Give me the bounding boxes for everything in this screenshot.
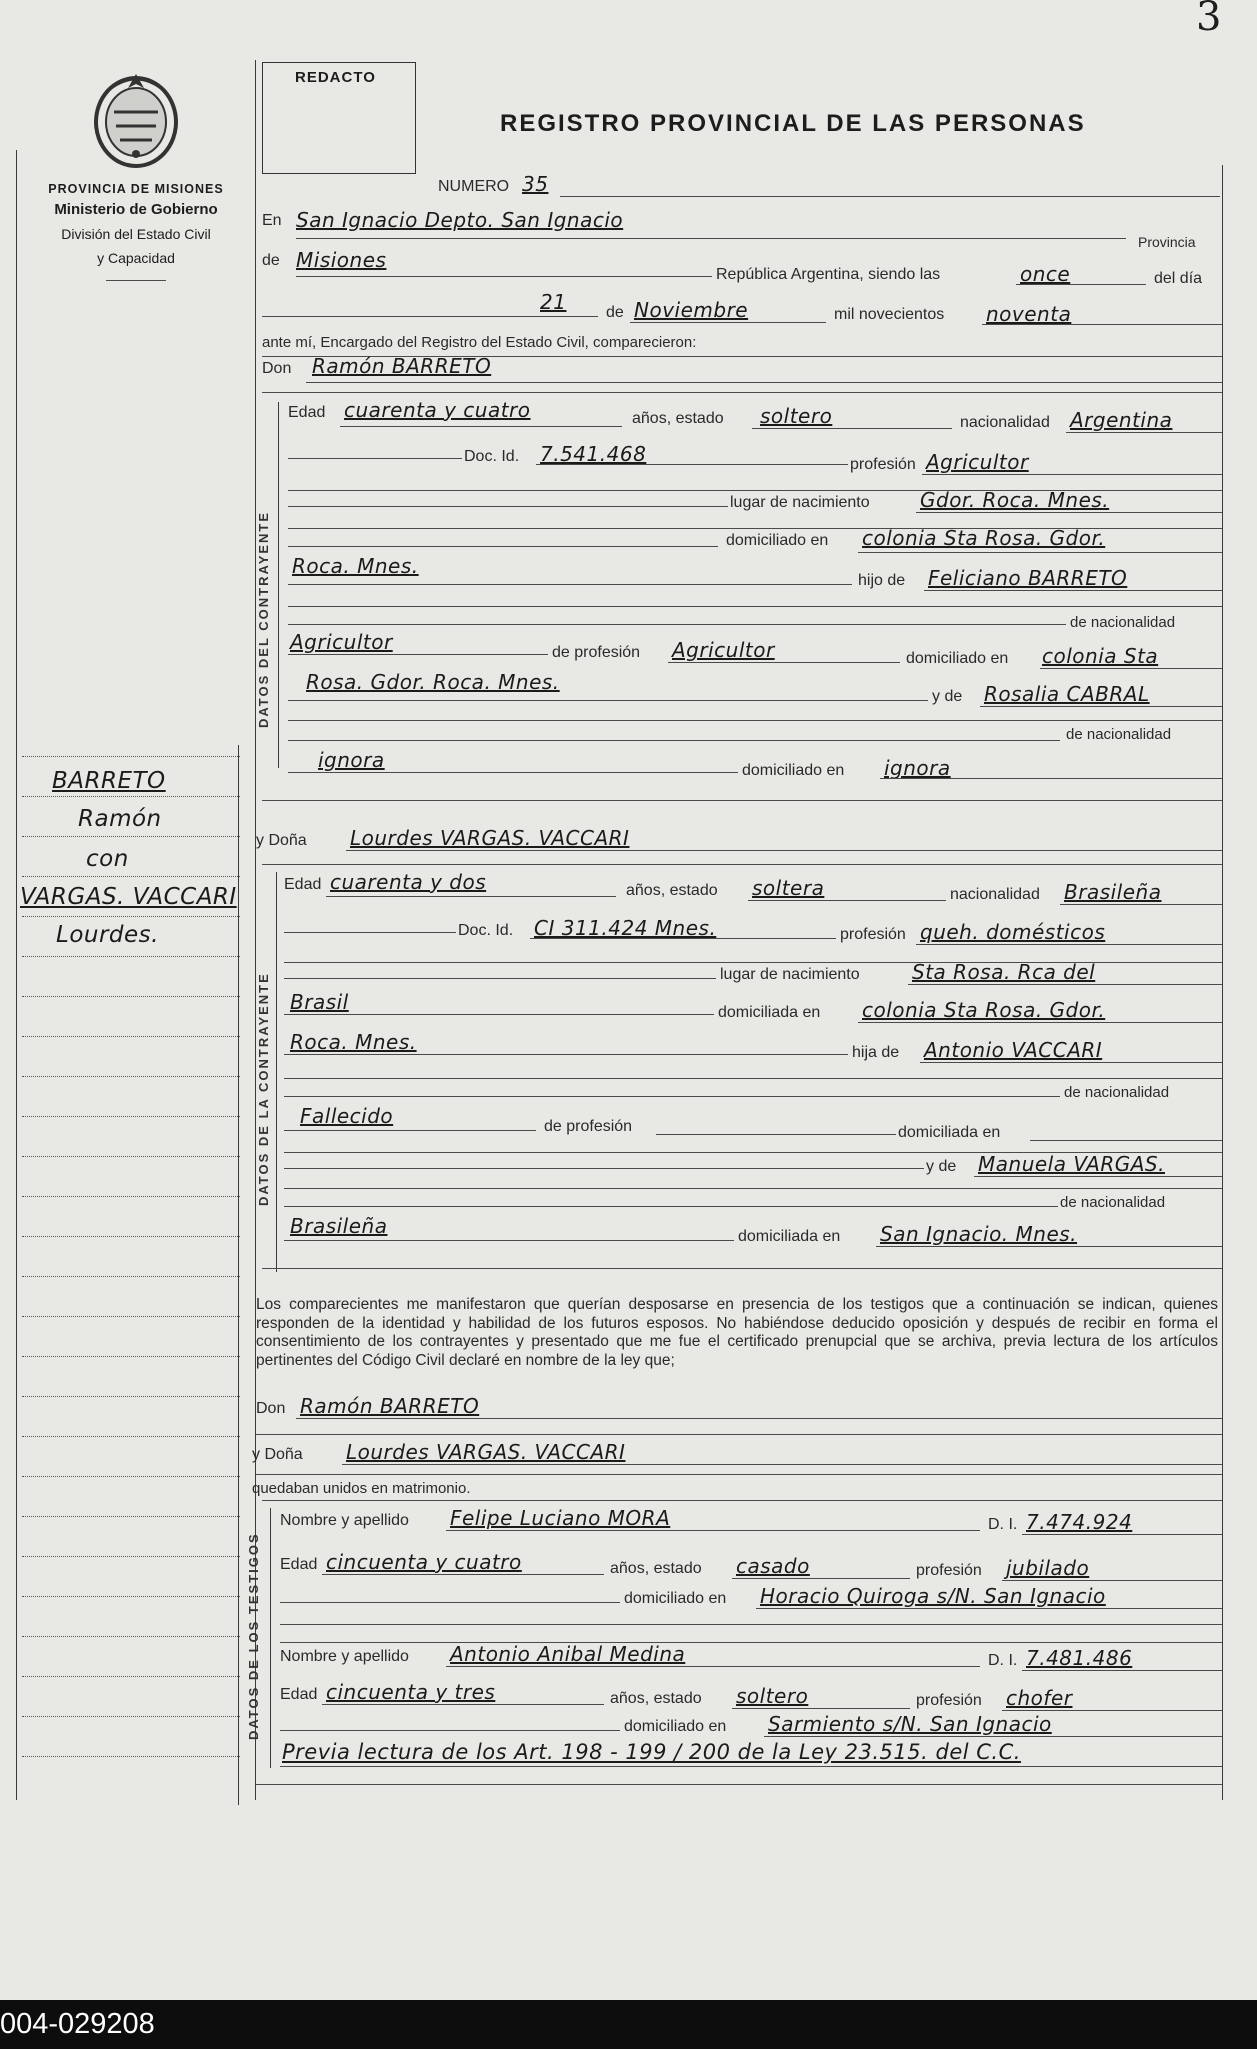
line bbox=[280, 1766, 1222, 1767]
line bbox=[284, 978, 716, 979]
padre-nacionalidad-value-2: Fallecido bbox=[300, 1104, 394, 1128]
margin-line bbox=[22, 1516, 240, 1517]
line bbox=[262, 1268, 1222, 1269]
line bbox=[288, 506, 728, 507]
line bbox=[346, 850, 1222, 851]
right-border bbox=[1222, 165, 1223, 1800]
contrayente-section-border bbox=[278, 402, 279, 768]
decl-don-label: Don bbox=[256, 1400, 286, 1417]
line bbox=[536, 464, 848, 465]
de-nacionalidad-label-2: de nacionalidad bbox=[1064, 1084, 1170, 1101]
padre-nacionalidad-value: Agricultor bbox=[290, 630, 393, 654]
decl-cierre: quedaban unidos en matrimonio. bbox=[252, 1480, 471, 1497]
line bbox=[530, 938, 836, 939]
line bbox=[1016, 284, 1146, 285]
lugar-value: Gdor. Roca. Mnes. bbox=[920, 488, 1110, 512]
t1-di: 7.474.924 bbox=[1026, 1510, 1133, 1534]
line bbox=[262, 316, 598, 317]
line bbox=[922, 474, 1222, 475]
margin-line bbox=[22, 996, 240, 997]
org-line3: División del Estado Civil bbox=[61, 226, 211, 242]
line bbox=[256, 1784, 1222, 1785]
line bbox=[262, 1500, 1222, 1501]
org-divider bbox=[106, 280, 166, 281]
line bbox=[916, 944, 1222, 945]
line bbox=[340, 426, 622, 427]
madre-value: Rosalia CABRAL bbox=[984, 682, 1150, 706]
madre-nacionalidad-value-2: Brasileña bbox=[290, 1214, 388, 1238]
line bbox=[288, 720, 1222, 721]
redacto-stamp-box bbox=[262, 62, 416, 174]
edad-value: cuarenta y cuatro bbox=[344, 398, 531, 422]
redacto-label: REDACTO bbox=[295, 69, 376, 86]
margin-line bbox=[22, 1356, 240, 1357]
margin-line bbox=[22, 1196, 240, 1197]
y-de-label-2: y de bbox=[926, 1158, 957, 1175]
line bbox=[916, 512, 1222, 513]
line bbox=[980, 706, 1222, 707]
margin-line bbox=[22, 1316, 240, 1317]
line bbox=[280, 1624, 1222, 1625]
margin-line bbox=[22, 1636, 240, 1637]
line bbox=[858, 552, 1222, 553]
domicilio-cont: Roca. Mnes. bbox=[292, 554, 419, 578]
profesion-value-2: queh. domésticos bbox=[920, 920, 1106, 944]
lugar-label: lugar de nacimiento bbox=[730, 494, 870, 511]
line bbox=[1040, 668, 1222, 669]
margin-surname-2: VARGAS. VACCARI bbox=[20, 884, 237, 910]
margin-con: con bbox=[86, 846, 129, 872]
t2-estado: soltero bbox=[736, 1684, 809, 1708]
profesion-value: Agricultor bbox=[926, 450, 1029, 474]
contrayenta-section-label: DATOS DE LA CONTRAYENTE bbox=[256, 972, 271, 1206]
margin-line bbox=[22, 1476, 240, 1477]
dia-value: 21 bbox=[540, 290, 567, 314]
t2-domicilio: Sarmiento s/N. San Ignacio bbox=[768, 1712, 1052, 1736]
doc-value-2: CI 311.424 Mnes. bbox=[534, 916, 717, 940]
line bbox=[284, 1054, 848, 1055]
line bbox=[858, 1022, 1222, 1023]
domicilio-cont-2: Roca. Mnes. bbox=[290, 1030, 417, 1054]
doc-value: 7.541.468 bbox=[540, 442, 647, 466]
t1-profesion-label: profesión bbox=[916, 1562, 982, 1579]
mes-value: Noviembre bbox=[634, 298, 749, 322]
t1-nombre-label: Nombre y apellido bbox=[280, 1512, 409, 1529]
line bbox=[322, 1704, 604, 1705]
lugar-value-2: Sta Rosa. Rca del bbox=[912, 960, 1096, 984]
margin-line bbox=[22, 1396, 240, 1397]
line bbox=[876, 1246, 1222, 1247]
margin-line bbox=[22, 1076, 240, 1077]
line bbox=[668, 662, 900, 663]
line bbox=[732, 1708, 910, 1709]
republica-label: República Argentina, siendo las bbox=[716, 266, 941, 283]
de-profesion-label: de profesión bbox=[552, 644, 641, 661]
line bbox=[288, 458, 462, 459]
t1-estado: casado bbox=[736, 1554, 810, 1578]
profesion-label-2: profesión bbox=[840, 926, 906, 943]
line bbox=[630, 322, 826, 323]
line bbox=[1060, 904, 1222, 905]
line bbox=[284, 1014, 714, 1015]
margin-line bbox=[22, 1556, 240, 1557]
t1-nombre: Felipe Luciano MORA bbox=[450, 1506, 671, 1530]
margin-line bbox=[22, 876, 240, 877]
line bbox=[880, 778, 1222, 779]
padre-domicilio-value: colonia Sta bbox=[1042, 644, 1159, 668]
edad-value-2: cuarenta y dos bbox=[330, 870, 487, 894]
margin-name-2: Lourdes. bbox=[56, 922, 159, 948]
line bbox=[284, 932, 456, 933]
madre-nacionalidad-label-2: de nacionalidad bbox=[1060, 1194, 1166, 1211]
numero-label: NUMERO bbox=[438, 178, 510, 195]
padre-domiciliada-label: domiciliada en bbox=[898, 1124, 1001, 1141]
de-label: de bbox=[262, 252, 280, 269]
t1-edad-label: Edad bbox=[280, 1556, 318, 1573]
anio-value: noventa bbox=[986, 302, 1072, 326]
line bbox=[280, 1730, 620, 1731]
line bbox=[982, 324, 1222, 325]
testigos-section-label: DATOS DE LOS TESTIGOS bbox=[246, 1532, 261, 1740]
line bbox=[920, 1062, 1222, 1063]
de-nacionalidad-label: de nacionalidad bbox=[1070, 614, 1176, 631]
line bbox=[1002, 1710, 1222, 1711]
line bbox=[284, 1130, 536, 1131]
decl-don-nombre: Ramón BARRETO bbox=[300, 1394, 480, 1418]
nacionalidad-value-2: Brasileña bbox=[1064, 880, 1162, 904]
org-line4: y Capacidad bbox=[97, 250, 175, 266]
t2-domiciliado-label: domiciliado en bbox=[624, 1718, 727, 1735]
decl-dona-label: y Doña bbox=[252, 1446, 303, 1463]
margin-line bbox=[22, 916, 240, 917]
line bbox=[288, 584, 852, 585]
line bbox=[288, 772, 738, 773]
line bbox=[326, 896, 616, 897]
provincia-label: Provincia bbox=[1138, 234, 1196, 250]
t2-edad-label: Edad bbox=[280, 1686, 318, 1703]
en-label: En bbox=[262, 212, 282, 229]
line bbox=[288, 654, 548, 655]
edad-label-2: Edad bbox=[284, 876, 322, 893]
margin-line bbox=[22, 756, 240, 757]
t1-profesion: jubilado bbox=[1006, 1556, 1090, 1580]
line bbox=[322, 1574, 604, 1575]
padre-value: Feliciano BARRETO bbox=[928, 566, 1128, 590]
t2-di: 7.481.486 bbox=[1026, 1646, 1133, 1670]
t2-anios-estado-label: años, estado bbox=[610, 1690, 702, 1707]
line bbox=[284, 1078, 1222, 1079]
line bbox=[296, 1418, 1222, 1419]
line bbox=[284, 1168, 924, 1169]
line bbox=[262, 800, 1222, 801]
t2-nombre: Antonio Anibal Medina bbox=[450, 1642, 686, 1666]
margin-line bbox=[22, 1236, 240, 1237]
padre-profesion-value: Agricultor bbox=[672, 638, 775, 662]
domicilio-value: colonia Sta Rosa. Gdor. bbox=[862, 526, 1106, 550]
line bbox=[296, 238, 1126, 239]
line bbox=[560, 196, 1220, 197]
provincia-value: Misiones bbox=[296, 248, 387, 272]
madre-value-2: Manuela VARGAS. bbox=[978, 1152, 1165, 1176]
margin-name-1: Ramón bbox=[78, 806, 162, 832]
don-label: Don bbox=[262, 360, 292, 377]
t2-profesion: chofer bbox=[1006, 1686, 1073, 1710]
line bbox=[280, 1642, 1222, 1643]
t1-di-label: D. I. bbox=[988, 1516, 1018, 1533]
y-de-label: y de bbox=[932, 688, 963, 705]
line bbox=[924, 590, 1222, 591]
anios-estado-label-2: años, estado bbox=[626, 882, 718, 899]
line bbox=[446, 1530, 980, 1531]
line bbox=[974, 1176, 1222, 1177]
madre-domiciliado-label: domiciliado en bbox=[742, 762, 845, 779]
line bbox=[306, 382, 1222, 383]
line bbox=[288, 700, 928, 701]
margin-line bbox=[22, 1156, 240, 1157]
line bbox=[284, 1240, 734, 1241]
contrayente-nombre: Ramón BARRETO bbox=[312, 354, 492, 378]
del-dia-label: del día bbox=[1154, 270, 1203, 287]
contrayente-section-label: DATOS DEL CONTRAYENTE bbox=[256, 510, 271, 728]
madre-domiciliada-label: domiciliada en bbox=[738, 1228, 841, 1245]
line bbox=[284, 1096, 1060, 1097]
margin-line bbox=[22, 796, 240, 797]
line bbox=[296, 276, 712, 277]
t1-domicilio: Horacio Quiroga s/N. San Ignacio bbox=[760, 1584, 1106, 1608]
margin-line bbox=[22, 1036, 240, 1037]
line bbox=[1030, 1140, 1222, 1141]
line bbox=[656, 1134, 896, 1135]
line bbox=[756, 1608, 1222, 1609]
margin-line bbox=[22, 1756, 240, 1757]
edad-label: Edad bbox=[288, 404, 326, 421]
t1-domiciliado-label: domiciliado en bbox=[624, 1590, 727, 1607]
declaracion-texto: Los comparecientes me manifestaron que querían desposarse en presencia de los testigos que a continuación se indican, quienes responden de la identidad y habilidad de los futuros esposos. No habiéndose deducido oposición y después de recibir en forma el consentimiento de los contrayentes y presentado que me fue el certificado prenupcial que se archiva, previa lectura de los artículos pertinentes del Código Civil declaré en nombre de la ley que; bbox=[256, 1296, 1218, 1369]
padre-value-2: Antonio VACCARI bbox=[924, 1038, 1103, 1062]
nacionalidad-label-2: nacionalidad bbox=[950, 886, 1040, 903]
line bbox=[256, 1434, 1222, 1435]
anios-estado-label: años, estado bbox=[632, 410, 724, 427]
lugar-label-2: lugar de nacimiento bbox=[720, 966, 860, 983]
line bbox=[752, 428, 952, 429]
de-profesion-label-2: de profesión bbox=[544, 1118, 633, 1135]
mil-label: mil novecientos bbox=[834, 306, 945, 323]
org-line2: Ministerio de Gobierno bbox=[54, 201, 218, 218]
line bbox=[280, 1602, 620, 1603]
margin-line bbox=[22, 956, 240, 957]
domiciliado-label: domiciliado en bbox=[726, 532, 829, 549]
line bbox=[288, 546, 718, 547]
line bbox=[284, 1188, 1222, 1189]
contrayenta-nombre: Lourdes VARGAS. VACCARI bbox=[350, 826, 630, 850]
line bbox=[764, 1736, 1222, 1737]
line bbox=[1022, 1534, 1222, 1535]
line bbox=[1066, 432, 1222, 433]
domiciliada-label: domiciliada en bbox=[718, 1004, 821, 1021]
padre-domiciliado-label: domiciliado en bbox=[906, 650, 1009, 667]
doc-label-2: Doc. Id. bbox=[458, 922, 514, 939]
padre-domicilio-cont: Rosa. Gdor. Roca. Mnes. bbox=[306, 670, 560, 694]
line bbox=[446, 1666, 980, 1667]
line bbox=[1022, 1670, 1222, 1671]
line bbox=[288, 740, 1060, 741]
contrayenta-section-border bbox=[276, 872, 277, 1272]
t2-profesion-label: profesión bbox=[916, 1692, 982, 1709]
t1-anios-estado-label: años, estado bbox=[610, 1560, 702, 1577]
line bbox=[284, 1206, 1058, 1207]
domicilio-value-2: colonia Sta Rosa. Gdor. bbox=[862, 998, 1106, 1022]
line bbox=[262, 392, 1222, 393]
line bbox=[732, 1578, 910, 1579]
margin-line bbox=[22, 1116, 240, 1117]
line bbox=[908, 984, 1222, 985]
nacionalidad-value: Argentina bbox=[1070, 408, 1173, 432]
document-id: 004-029208 bbox=[0, 2008, 155, 2040]
madre-nacionalidad-value: ignora bbox=[318, 748, 385, 772]
nacionalidad-label: nacionalidad bbox=[960, 414, 1050, 431]
margin-line bbox=[22, 836, 240, 837]
hora-value: once bbox=[1020, 262, 1071, 286]
en-value: San Ignacio Depto. San Ignacio bbox=[296, 208, 624, 232]
margin-surname-1: BARRETO bbox=[52, 768, 166, 794]
margin-column-border bbox=[238, 745, 239, 1805]
madre-domicilio-value: ignora bbox=[884, 756, 951, 780]
hijo-label: hijo de bbox=[858, 572, 906, 589]
testigos-section-border bbox=[270, 1508, 271, 1768]
hija-label: hija de bbox=[852, 1044, 900, 1061]
scan-footer-strip bbox=[0, 2000, 1257, 2049]
madre-nacionalidad-label: de nacionalidad bbox=[1066, 726, 1172, 743]
line bbox=[1002, 1580, 1222, 1581]
left-outer-border bbox=[16, 150, 17, 1800]
t2-di-label: D. I. bbox=[988, 1652, 1018, 1669]
line bbox=[262, 864, 1222, 865]
provincial-seal-icon bbox=[86, 64, 186, 172]
lugar-cont-2: Brasil bbox=[290, 990, 349, 1014]
line bbox=[288, 606, 1222, 607]
ante-mi-text: ante mí, Encargado del Registro del Estado Civil, comparecieron: bbox=[262, 334, 697, 351]
page-number: 3 bbox=[1196, 0, 1222, 40]
margin-line bbox=[22, 1276, 240, 1277]
margin-line bbox=[22, 1676, 240, 1677]
margin-line bbox=[22, 1596, 240, 1597]
estado-value: soltero bbox=[760, 404, 833, 428]
margin-line bbox=[22, 1436, 240, 1437]
numero-value: 35 bbox=[522, 172, 549, 196]
de-label-2: de bbox=[606, 304, 624, 321]
line bbox=[342, 1464, 1222, 1465]
t2-edad: cincuenta y tres bbox=[326, 1680, 496, 1704]
line bbox=[288, 624, 1066, 625]
t2-nombre-label: Nombre y apellido bbox=[280, 1648, 409, 1665]
page-title: REGISTRO PROVINCIAL DE LAS PERSONAS bbox=[500, 110, 1086, 137]
doc-label: Doc. Id. bbox=[464, 448, 520, 465]
profesion-label: profesión bbox=[850, 456, 916, 473]
margin-line bbox=[22, 1716, 240, 1717]
org-line1: PROVINCIA DE MISIONES bbox=[48, 182, 224, 196]
madre-domicilio-value-2: San Ignacio. Mnes. bbox=[880, 1222, 1078, 1246]
t1-edad: cincuenta y cuatro bbox=[326, 1550, 522, 1574]
line bbox=[256, 1474, 1222, 1475]
line bbox=[748, 900, 946, 901]
estado-value-2: soltera bbox=[752, 876, 825, 900]
decl-dona-nombre: Lourdes VARGAS. VACCARI bbox=[346, 1440, 626, 1464]
testigos-nota: Previa lectura de los Art. 198 - 199 / 200 de la Ley 23.515. del C.C. bbox=[282, 1740, 1021, 1764]
dona-label: y Doña bbox=[256, 832, 307, 849]
